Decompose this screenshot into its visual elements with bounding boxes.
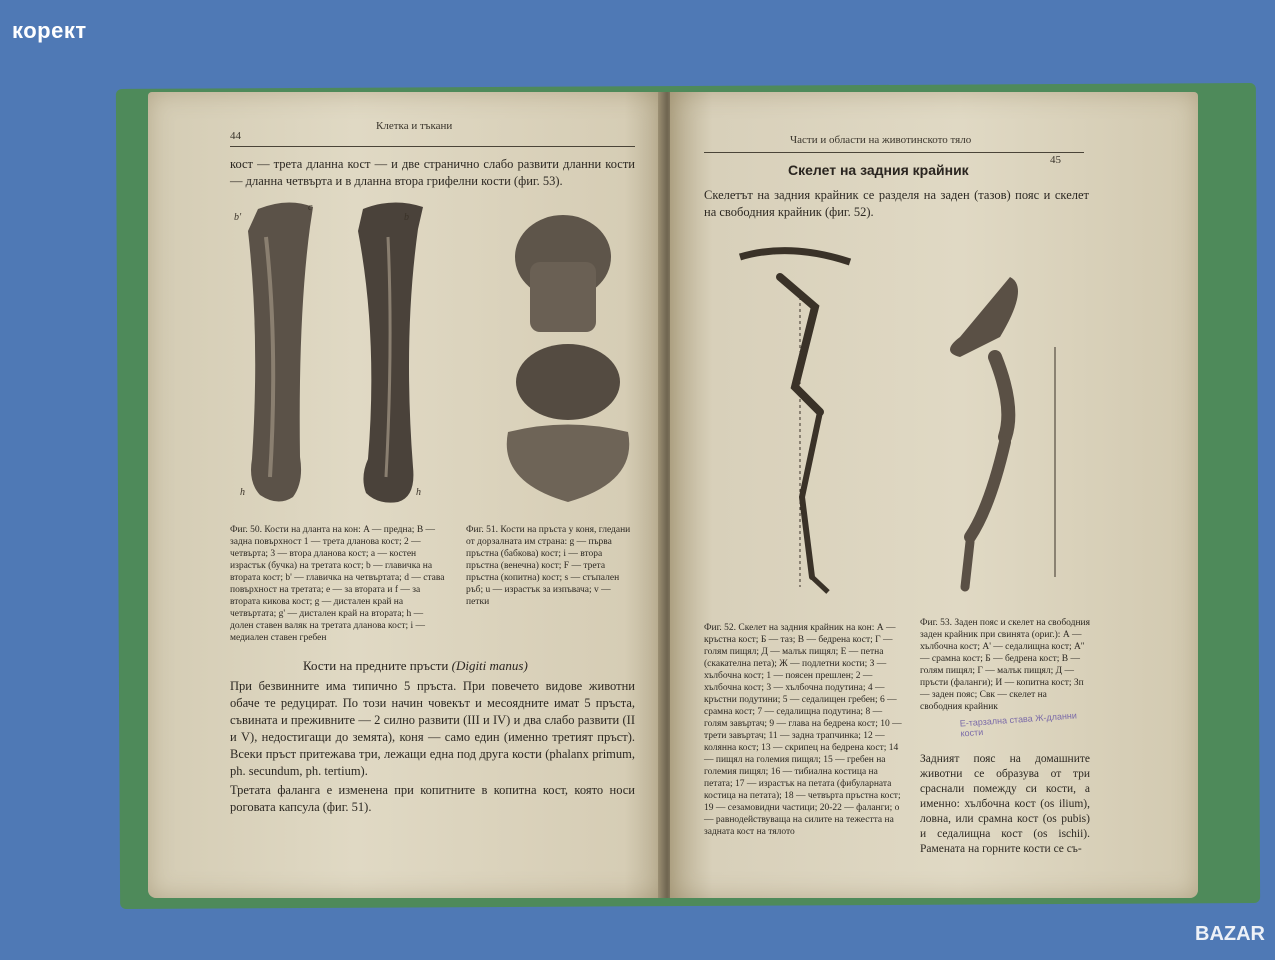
intro-text: Скелетът на задния крайник се разделя на заден (тазов) пояс и скелет на свободния крайник (фиг. 52). bbox=[704, 188, 1089, 219]
watermark-text: корект bbox=[12, 18, 87, 43]
open-book bbox=[138, 92, 1223, 898]
fig50-metacarpal-bones bbox=[238, 197, 478, 517]
handwritten-note: Е-тарзална става Ж-дланни кости bbox=[959, 710, 1078, 739]
fig53-caption: Фиг. 53. Заден пояс и скелет на свободния заден крайник при свинята (ориг.): А — хълбочна кост; А' — седалищна кост; А'' — срамна кост; Б — бедрена кост; В — голям пищял; Г — малък пищял; Д — пръсти (фаланги); И — копитна кост; Зп — заден пояс; Свк — скелет на свободния крайник bbox=[920, 618, 1091, 712]
paragraph-phalanx: Третата фаланга е изменена при копитните в копитна кост, която носи роговата капсула (фиг. 51). bbox=[230, 783, 635, 814]
running-head: Клетка и тъкани bbox=[376, 120, 453, 132]
paragraph-digits: При безвинните има типично 5 пръста. При повечето видове животни обаче те редуцират. По този начин човекът и месоядните имат 5 пръста, съвината и преживните — 2 силно развити (III и IV) и два слабо развити (II и V), недостигащи до земята), коня — само един (именно третият пръст). Всеки пръст притежава три, лежащи една под друга кости (phalanx primum, ph. secundum, ph. tertium). bbox=[230, 679, 635, 778]
page-number: 44 bbox=[230, 130, 241, 142]
right-page bbox=[670, 92, 1198, 898]
paragraph-pelvis: Задният пояс на домашните животни се образува от три сраснали помежду си кости, а именно: хълбочна кост (os ilium), ловна, или срамна кост (os pubis) и седалищна кост (os ischii). Рамената на горните кости се съ- bbox=[920, 753, 1090, 855]
section-title: Кости на предните пръсти (Digiti manus) bbox=[303, 658, 528, 673]
fig51-phalanges bbox=[488, 202, 648, 512]
fig-label: h bbox=[416, 487, 421, 498]
fig52-caption: Фиг. 52. Скелет на задния крайник на кон: А — кръстна кост; Б — таз; В — бедрена кост; Г — голям пищял; Д — малък пищял; Е — петна (скакателна пета); Ж — подлетни кости; З — хълбочна кост; 1 — поясен прешлен; 2 — хълбочна кост; 3 — хълбочна подутина; 4 — кръстни подутини; 5 — седалищен гребен; 6 — срамна кост; 7 — седалищна подутина; 8 — голям завъртач; 9 — глава на бедрена кост; 10 — трети завъртач; 11 — задна трапчинка; 12 — колянна кост; 13 — скрипец на бедрена кост; 14 — пищял на големия пищял; 15 — гребен на големия пищял; 16 — тибиална костица на петата; 17 — израстък на петата (фибуларната костица на петата); 18 — четвърта пръстна кост; 19 — сезамовидни частици; 20-22 — фаланги; о — равнодействуваща на силите на тежестта на задната кост на тялото bbox=[704, 623, 902, 837]
fig52-horse-hindlimb-skeleton bbox=[720, 237, 910, 602]
section-heading: Скелет на задния крайник bbox=[788, 162, 969, 178]
fig-label: h bbox=[240, 487, 245, 498]
page-number: 45 bbox=[1050, 154, 1061, 166]
fig-label: b' bbox=[234, 212, 242, 223]
left-page bbox=[148, 92, 666, 898]
running-head: Части и области на животинското тяло bbox=[790, 134, 972, 146]
fig-label: b bbox=[404, 212, 409, 223]
header-rule bbox=[704, 152, 1084, 153]
header-rule bbox=[230, 146, 635, 147]
fig51-caption: Фиг. 51. Кости на пръста у коня, гледани от дорзалната им страна: g — първа пръстна (бабкова) кост; i — втора пръстна (венечна) кост; F — трета пръстна (копитна) кост; s — стъпален ръб; u — израстък за изпъвача; v — петки bbox=[466, 525, 631, 607]
baza-logo: BAZAR bbox=[1195, 923, 1265, 945]
fig50-caption: Фиг. 50. Кости на дланта на кон: A — предна; B — задна повърхност 1 — трета дланова кост; 2 — четвърта; 3 — втора дланова кост; a — костен израстък (бучка) на третата кост; b — главичка на вторaта кост; b' — главичка на четвъртата; d — става повърхност на третата; e — за втората и f — за втората кикова кост; g — дистален край на четвъртата; g' — дистален край на втората; h — долен ставен валяк на третата дланова кост; i — медиален ставен гребен bbox=[230, 525, 445, 643]
fig-label: c bbox=[308, 202, 313, 213]
intro-text: кост — трета дланна кост — и две странично слабо развити дланни кости — дланна четвърта и в дланна втора грифелни кости (фиг. 53). bbox=[230, 157, 635, 188]
fig53-pig-hindlimb bbox=[920, 267, 1070, 597]
